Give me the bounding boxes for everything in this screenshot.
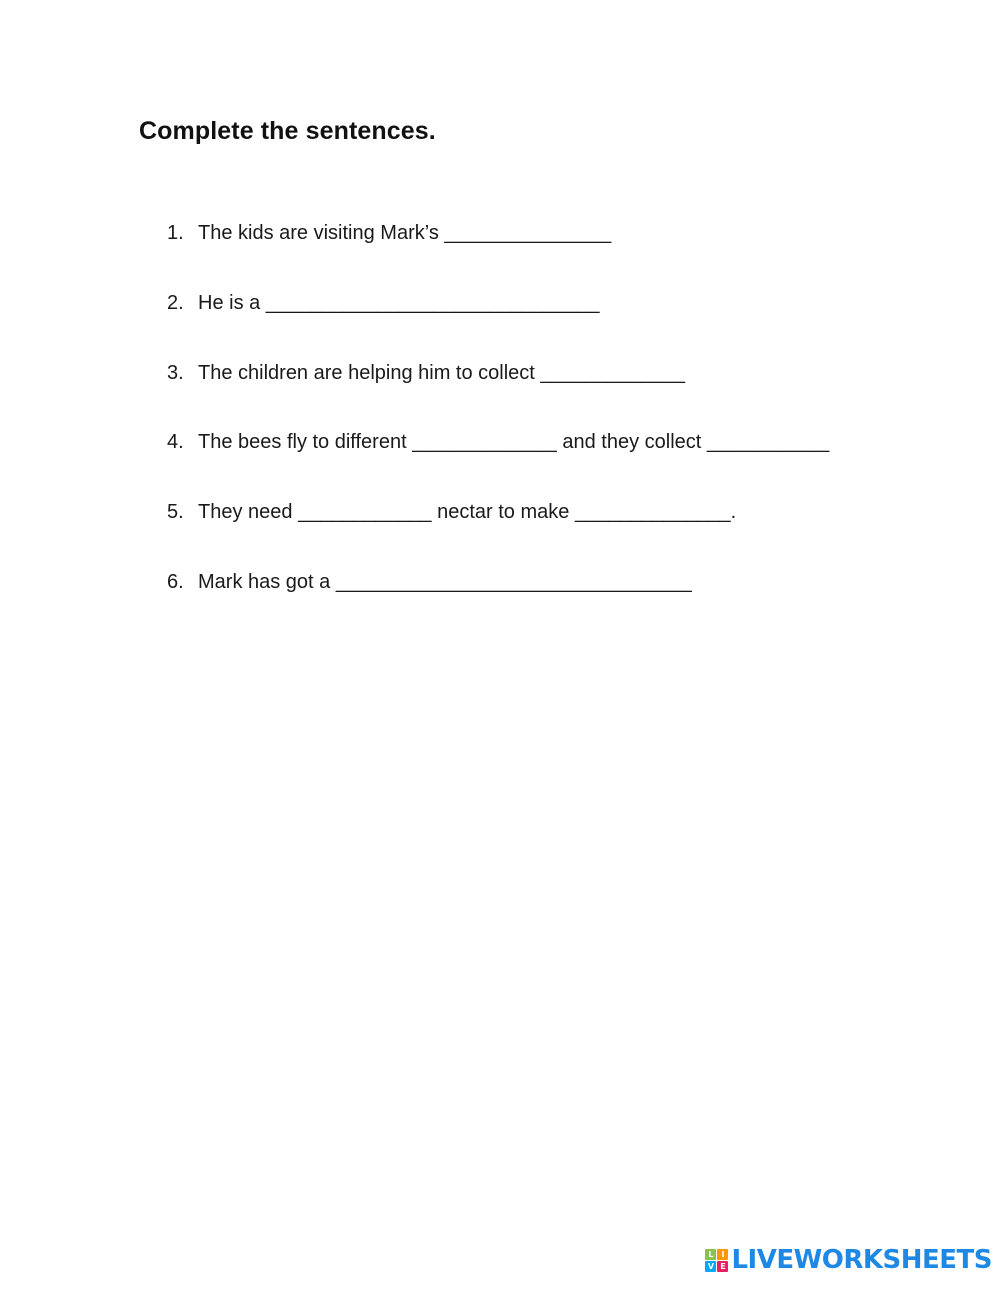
item-text: Mark has got a ________________________________ bbox=[198, 570, 692, 593]
item-text: The kids are visiting Mark’s _______________ bbox=[198, 222, 612, 244]
brand-name: LIVEWORKSHEETS bbox=[731, 1245, 992, 1275]
logo-square: L bbox=[705, 1249, 716, 1260]
exercise-item-2 bbox=[167, 290, 829, 360]
item-text: They need ____________ nectar to make ______________. bbox=[198, 501, 737, 524]
logo-square: I bbox=[717, 1249, 728, 1260]
item-number: 3. bbox=[167, 361, 184, 384]
item-number: 6. bbox=[167, 570, 184, 593]
liveworksheets-brand bbox=[705, 1245, 992, 1275]
page-title: Complete the sentences. bbox=[139, 117, 436, 145]
exercise-item-1 bbox=[167, 220, 829, 290]
item-text: The bees fly to different _____________ and they collect ___________ bbox=[198, 431, 830, 454]
item-text: He is a ______________________________ bbox=[198, 291, 600, 314]
exercise-item-4 bbox=[167, 429, 829, 499]
item-number: 1. bbox=[167, 222, 184, 244]
logo-square: V bbox=[705, 1261, 716, 1272]
exercise-item-3 bbox=[167, 360, 829, 430]
item-number: 2. bbox=[167, 291, 184, 314]
exercise-item-6 bbox=[167, 569, 829, 639]
item-text: The children are helping him to collect _____________ bbox=[198, 361, 686, 384]
exercise-list bbox=[167, 220, 829, 639]
liveworksheets-logo-icon bbox=[705, 1249, 728, 1272]
exercise-item-5 bbox=[167, 499, 829, 569]
item-number: 4. bbox=[167, 431, 184, 454]
logo-square: E bbox=[717, 1261, 728, 1272]
item-number: 5. bbox=[167, 501, 184, 524]
